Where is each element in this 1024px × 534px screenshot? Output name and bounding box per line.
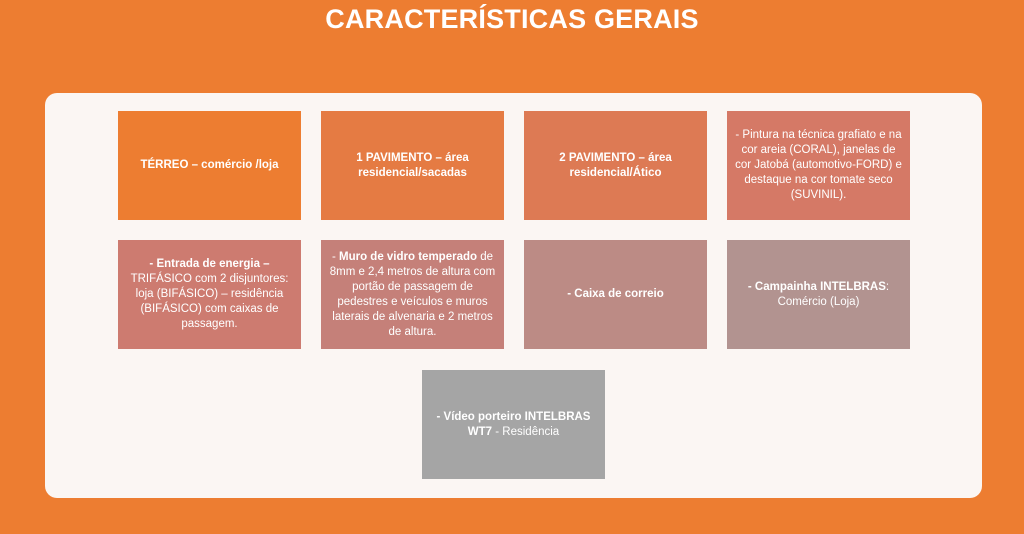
- box-pintura: [727, 111, 910, 220]
- box-pintura-text: - Pintura na técnica grafiato e na cor areia (CORAL), janelas de cor Jatobá (automotivo-FORD) e destaque na cor tomate seco (SUVINIL).: [735, 129, 902, 201]
- box-caixa-correio-text: - Caixa de correio: [567, 288, 664, 300]
- box-pavimento-2-text: 2 PAVIMENTO – área residencial/Ático: [559, 151, 672, 179]
- box-energia-bold: - Entrada de energia –: [149, 258, 270, 270]
- box-video-porteiro-bold: - Vídeo porteiro INTELBRAS WT7: [436, 410, 591, 438]
- box-campainha-text: : Comércio (Loja): [777, 280, 890, 308]
- box-terreo: [118, 111, 301, 220]
- box-video-porteiro-text: - Residência: [492, 425, 560, 438]
- box-muro-bold: Muro de vidro temperado: [339, 250, 478, 263]
- box-pavimento-2: [524, 111, 707, 220]
- box-muro-prefix: -: [331, 250, 339, 263]
- box-campainha-bold: - Campainha INTELBRAS: [747, 280, 886, 293]
- box-terreo-text: TÉRREO – comércio /loja: [140, 159, 279, 171]
- box-muro: [321, 240, 504, 349]
- box-caixa-correio: [524, 240, 707, 349]
- box-pavimento-1-text: 1 PAVIMENTO – área residencial/sacadas: [356, 151, 469, 179]
- box-muro-text: de 8mm e 2,4 metros de altura com portão de passagem de pedestres e veículos e muros laterais de alvenaria e 2 metros de altura.: [329, 250, 496, 338]
- box-campainha: [727, 240, 910, 349]
- page-title: CARACTERÍSTICAS GERAIS: [325, 4, 699, 34]
- box-pavimento-1: [321, 111, 504, 220]
- box-energia-text: TRIFÁSICO com 2 disjuntores: loja (BIFÁSICO) – residência (BIFÁSICO) com caixas de passagem.: [130, 273, 289, 330]
- box-energia: [118, 240, 301, 349]
- box-video-porteiro: [422, 370, 605, 479]
